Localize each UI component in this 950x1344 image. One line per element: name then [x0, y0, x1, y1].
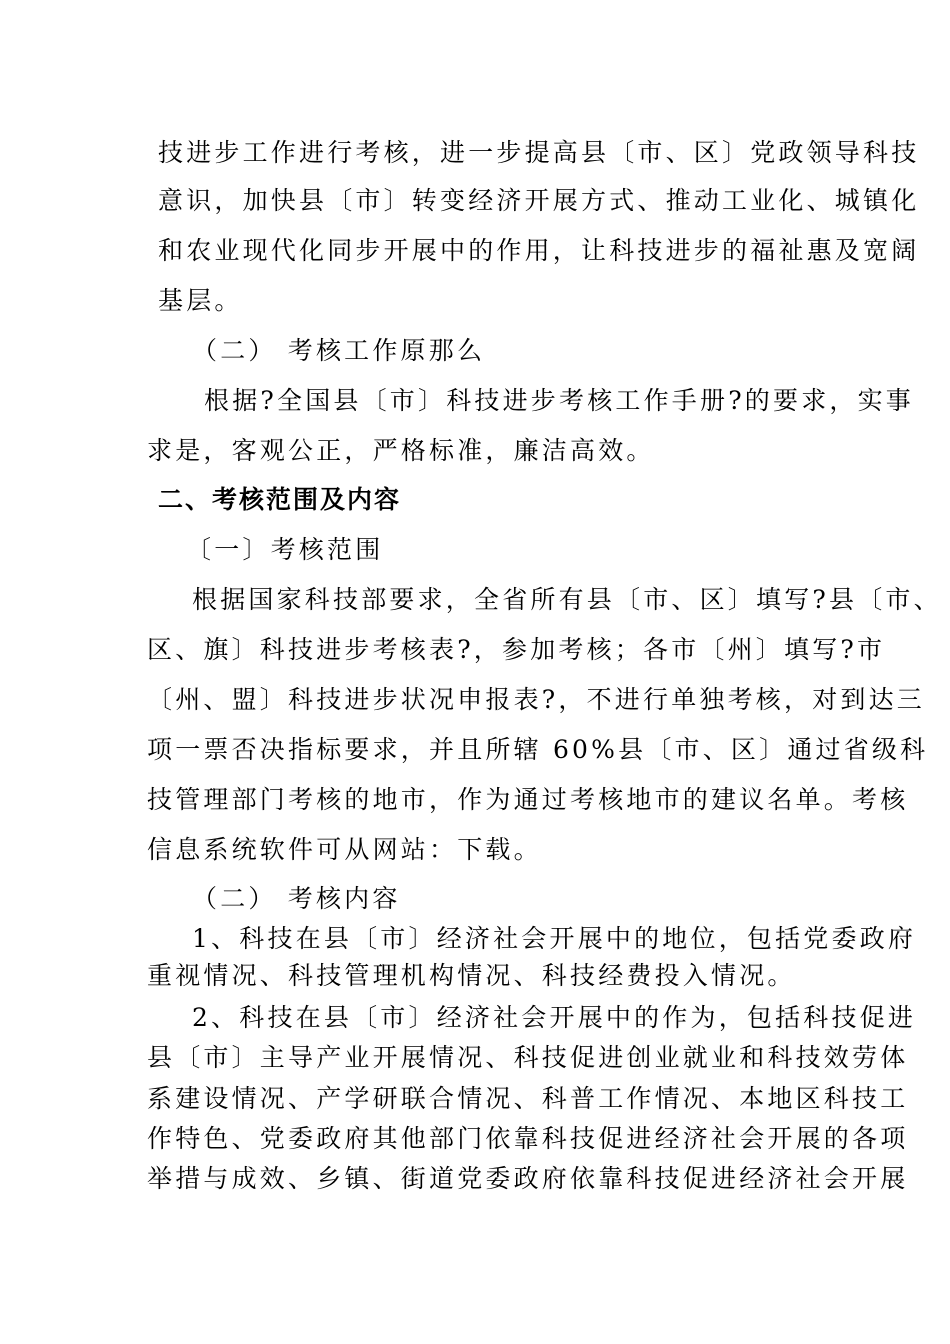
paragraph-line: 基层。 [158, 286, 243, 315]
paragraph-line: 根据?全国县〔市〕科技进步考核工作手册?的要求，实事 [204, 386, 915, 415]
paragraph-line: 信息系统软件可从网站：下载。 [147, 835, 542, 864]
paragraph-line: 求是，客观公正，严格标准，廉洁高效。 [147, 436, 655, 465]
list-item-line: 作特色、党委政府其他部门依靠科技促进经济社会开展的各项 [147, 1124, 909, 1153]
section-heading: 二、考核范围及内容 [158, 485, 402, 514]
paragraph-line: 技进步工作进行考核，进一步提高县〔市、区〕党政领导科技 [158, 138, 920, 167]
subheading-content: （二） 考核内容 [192, 884, 401, 913]
paragraph-line: 和农业现代化同步开展中的作用，让科技进步的福祉惠及宽阔 [158, 236, 920, 265]
paragraph-line: 〔州、盟〕科技进步状况申报表?，不进行单独考核，对到达三 [147, 685, 926, 714]
paragraph-line: 意识，加快县〔市〕转变经济开展方式、推动工业化、城镇化 [158, 186, 920, 215]
paragraph-line: 根据国家科技部要求，全省所有县〔市、区〕填写?县〔市、 [192, 585, 942, 614]
list-item-line: 举措与成效、乡镇、街道党委政府依靠科技促进经济社会开展 [147, 1164, 909, 1193]
list-item-line: 县〔市〕主导产业开展情况、科技促进创业就业和科技效劳体 [147, 1043, 909, 1072]
paragraph-line: 技管理部门考核的地市，作为通过考核地市的建议名单。考核 [147, 785, 909, 814]
paragraph-line: 项一票否决指标要求，并且所辖 60%县〔市、区〕通过省级科 [147, 735, 929, 764]
list-item-line: 重视情况、科技管理机构情况、科技经费投入情况。 [147, 961, 796, 990]
subheading-principle: （二） 考核工作原那么 [192, 336, 486, 365]
list-item-line: 1、科技在县〔市〕经济社会开展中的地位，包括党委政府 [192, 924, 917, 953]
list-item-line: 2、科技在县〔市〕经济社会开展中的作为，包括科技促进 [192, 1003, 917, 1032]
subheading-scope: 〔一〕考核范围 [186, 535, 384, 564]
list-item-line: 系建设情况、产学研联合情况、科普工作情况、本地区科技工 [147, 1084, 909, 1113]
paragraph-line: 区、旗〕科技进步考核表?，参加考核；各市〔州〕填写?市 [147, 635, 886, 664]
